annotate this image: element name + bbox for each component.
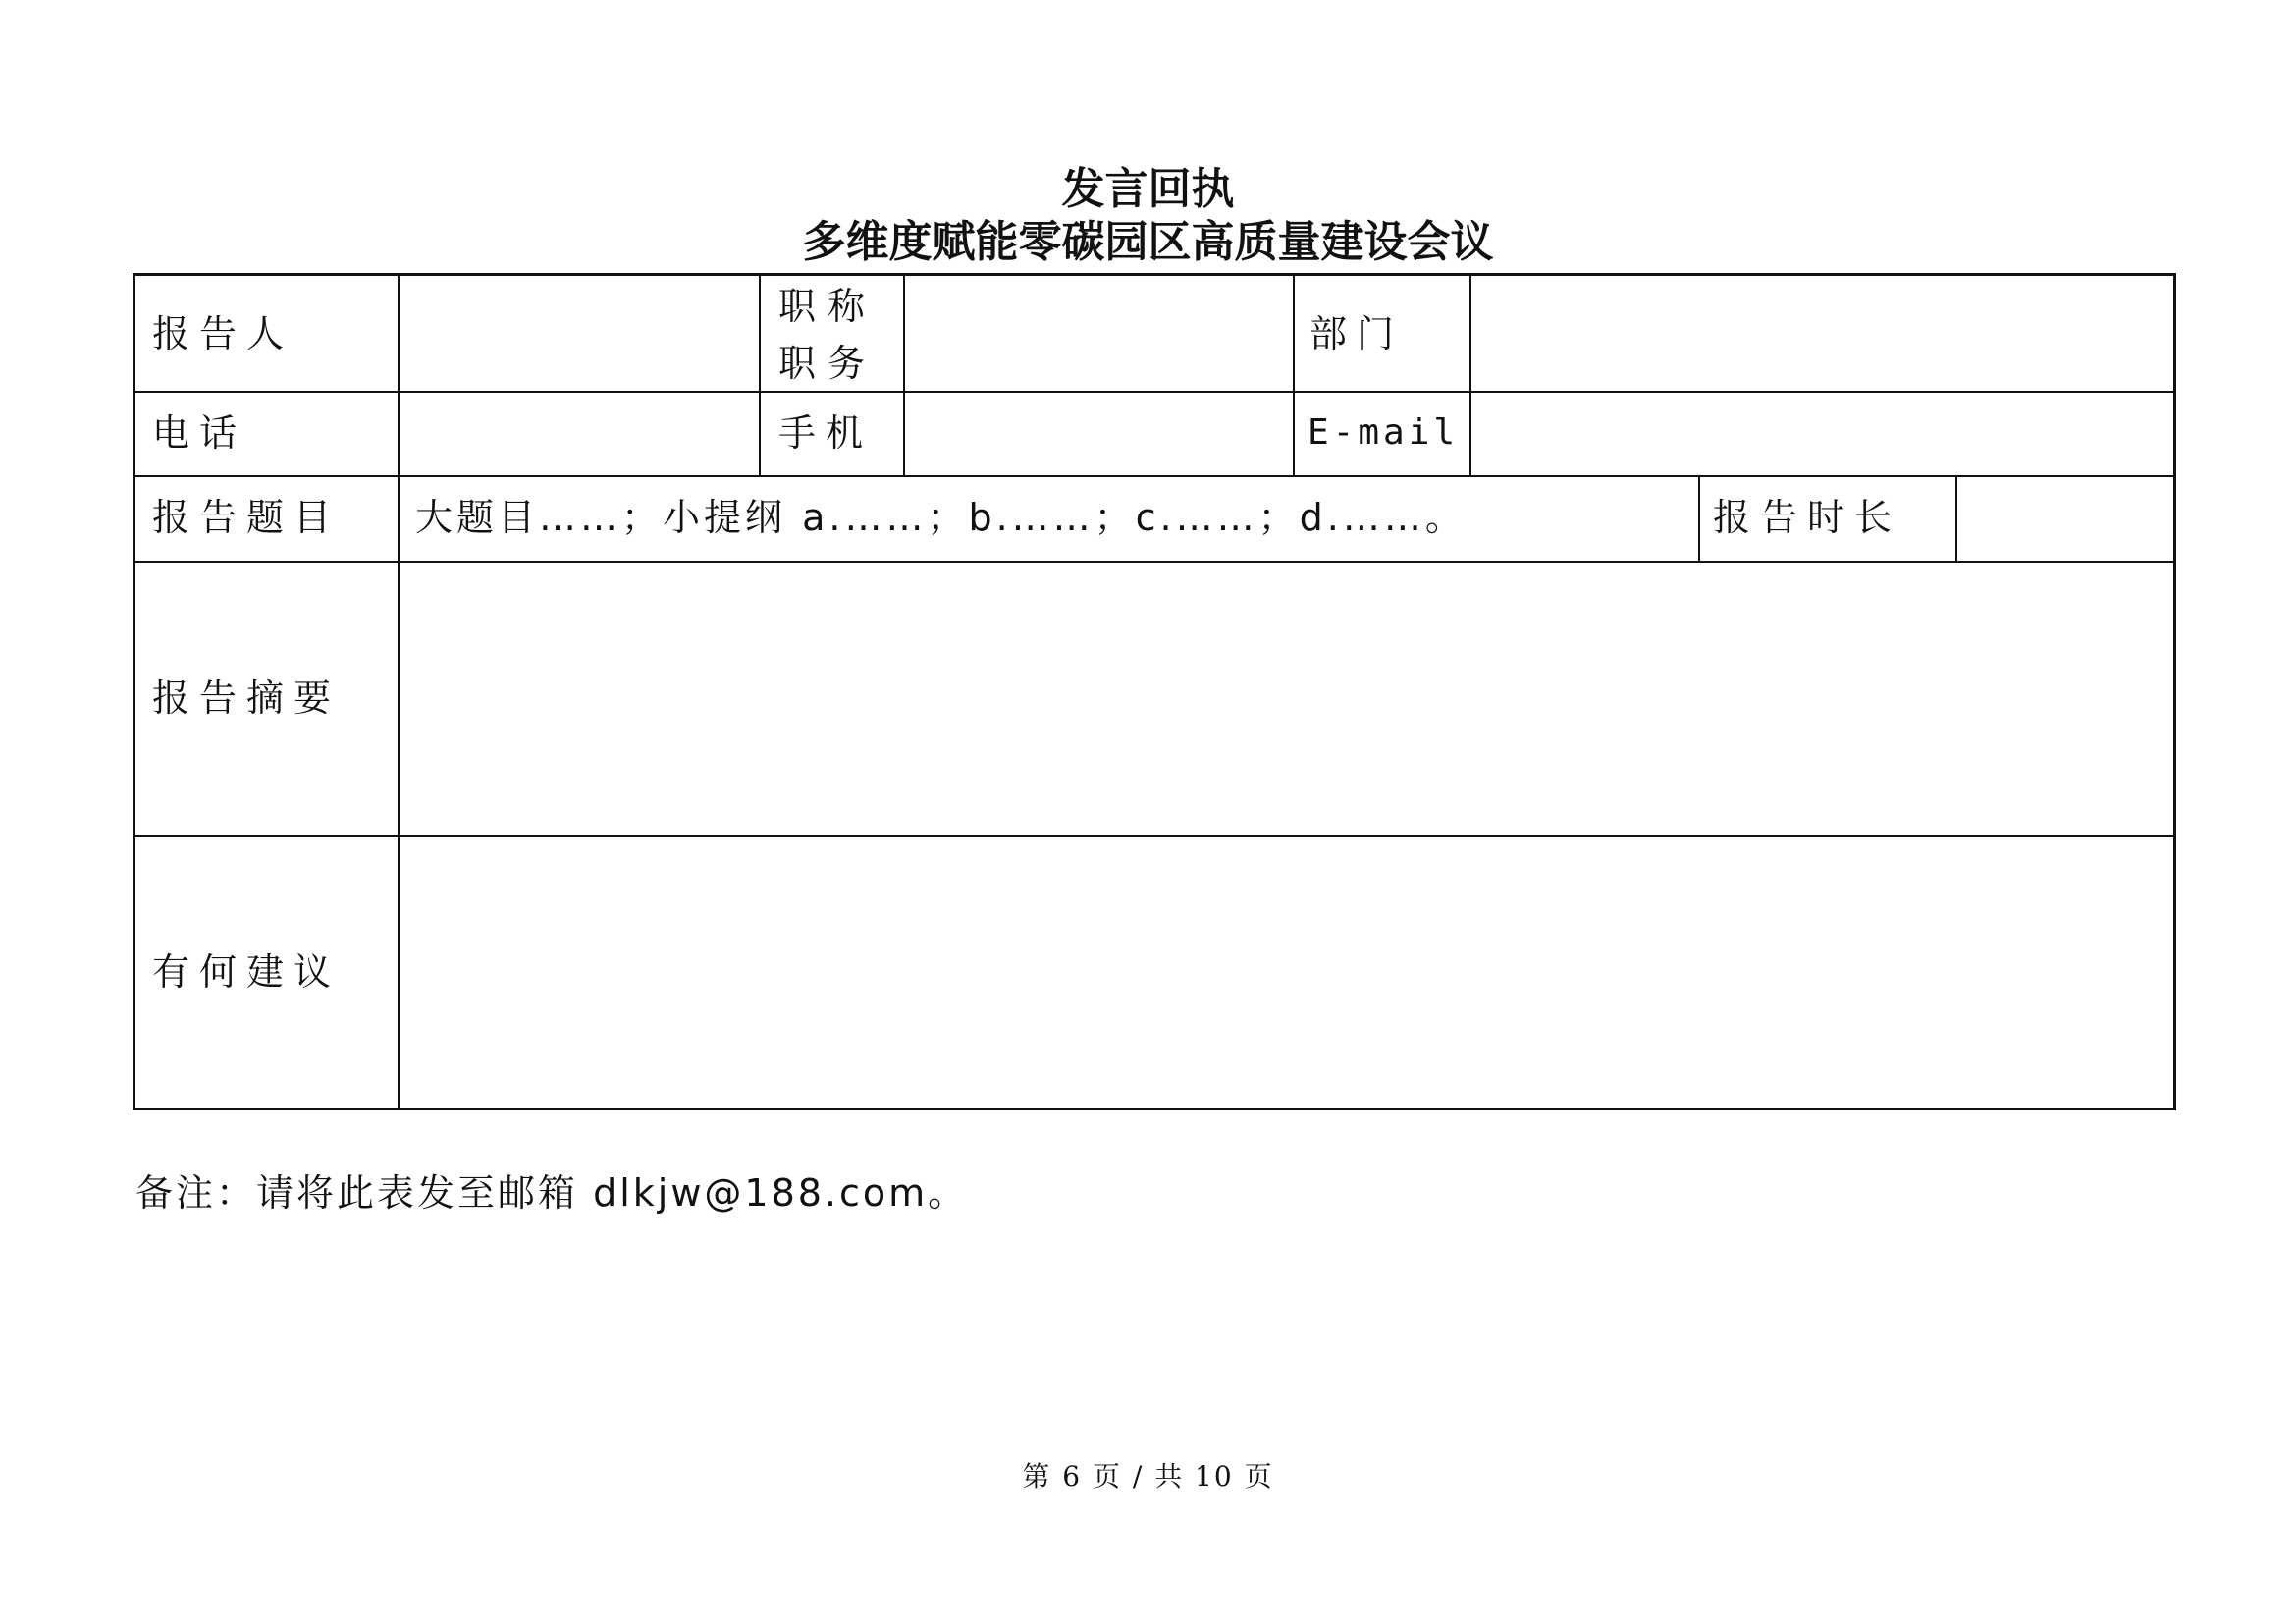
- phone-label: 电话: [152, 411, 247, 455]
- column-divider: [398, 276, 400, 1108]
- topic-label: 报告题目: [152, 496, 342, 539]
- column-divider: [759, 276, 761, 477]
- row-divider: [135, 475, 2173, 477]
- duration-label: 报告时长: [1713, 496, 1902, 539]
- email-label: E-mail: [1308, 412, 1460, 453]
- suggestions-field[interactable]: [400, 837, 2176, 1108]
- mobile-label: 手机: [778, 411, 874, 455]
- column-divider: [1293, 276, 1295, 477]
- duty-label: 职务: [778, 342, 878, 385]
- abstract-field[interactable]: [400, 563, 2176, 835]
- topic-field[interactable]: 大题目……；小提纲 a.……；b.……；c.……；d.……。: [415, 496, 1467, 539]
- department-field[interactable]: [1472, 276, 2176, 391]
- mobile-field[interactable]: [906, 393, 1293, 475]
- title-duty-label: [778, 278, 877, 392]
- email-field[interactable]: [1472, 393, 2176, 475]
- submission-note: 备注：请将此表发至邮箱 dlkjw@188.com。: [135, 1171, 969, 1215]
- page-number: 第 6 页 / 共 10 页: [1022, 1460, 1274, 1492]
- reply-form-table: [133, 273, 2176, 1110]
- title-duty-field[interactable]: [906, 276, 1293, 391]
- column-divider: [1955, 475, 1957, 563]
- speaker-field[interactable]: [400, 276, 759, 391]
- phone-field[interactable]: [400, 393, 759, 475]
- document-title: 发言回执: [1061, 164, 1235, 214]
- duration-field[interactable]: [1958, 477, 2176, 561]
- column-divider: [1698, 475, 1700, 563]
- column-divider: [903, 276, 905, 477]
- title-label: 职称: [778, 285, 878, 328]
- department-label: 部门: [1309, 312, 1405, 355]
- document-subtitle: 多维度赋能零碳园区高质量建设会议: [802, 217, 1494, 267]
- suggestions-label: 有何建议: [152, 950, 342, 994]
- abstract-label: 报告摘要: [152, 677, 342, 720]
- column-divider: [1469, 276, 1471, 477]
- speaker-label: 报告人: [152, 312, 294, 355]
